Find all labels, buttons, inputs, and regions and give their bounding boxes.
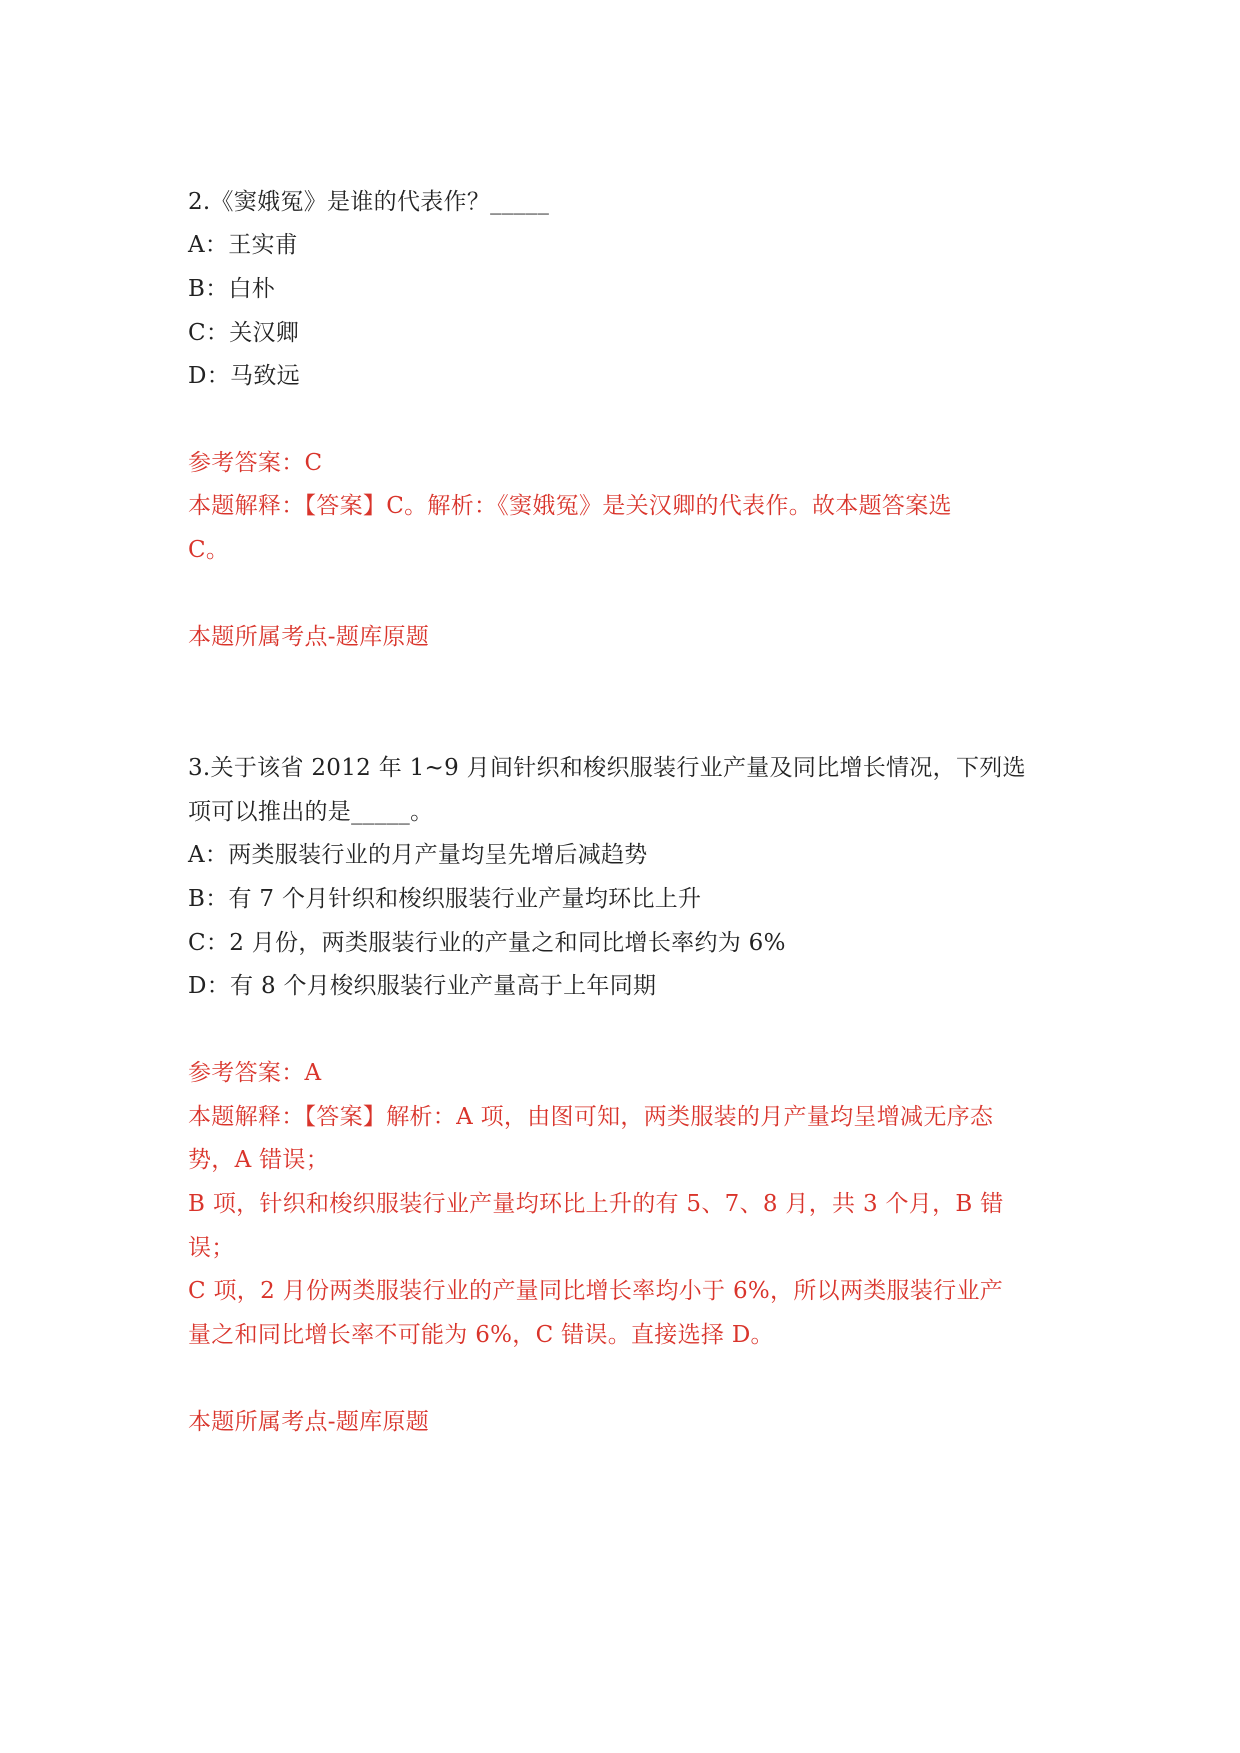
question-3-option-c: C：2 月份，两类服装行业的产量之和同比增长率约为 6%	[188, 930, 786, 956]
question-2-stem: 2.《窦娥冤》是谁的代表作？_____	[188, 189, 550, 215]
question-2-answer: 参考答案：C	[188, 450, 323, 476]
question-2-option-a: A：王实甫	[188, 232, 299, 258]
question-3-explanation-line-1: 本题解释：【答案】解析：A 项，由图可知，两类服装的月产量均呈增减无序态	[188, 1104, 994, 1130]
question-3-explanation-line-3: B 项，针织和梭织服装行业产量均环比上升的有 5、7、8 月，共 3 个月，B 错	[188, 1191, 1004, 1217]
question-3-option-a: A：两类服装行业的月产量均呈先增后减趋势	[188, 842, 648, 868]
question-2-source: 本题所属考点-题库原题	[188, 624, 430, 650]
question-3-option-d: D：有 8 个月梭织服装行业产量高于上年同期	[188, 973, 657, 999]
question-3-stem-line-1: 3.关于该省 2012 年 1~9 月间针织和梭织服装行业产量及同比增长情况，下列选	[188, 755, 1026, 781]
question-2-option-c: C：关汉卿	[188, 320, 300, 346]
question-2-option-b: B：白朴	[188, 276, 276, 302]
question-3-stem-line-2: 项可以推出的是_____。	[188, 799, 434, 825]
question-2-option-d: D：马致远	[188, 363, 300, 389]
question-3-source: 本题所属考点-题库原题	[188, 1409, 430, 1435]
question-2-explanation-line-1: 本题解释：【答案】C。解析：《窦娥冤》是关汉卿的代表作。故本题答案选	[188, 493, 952, 519]
question-3-explanation-line-4: 误；	[188, 1235, 235, 1261]
question-3-explanation-line-5: C 项，2 月份两类服装行业的产量同比增长率均小于 6%，所以两类服装行业产	[188, 1278, 1004, 1304]
question-2-explanation-line-2: C。	[188, 537, 230, 563]
question-3-option-b: B：有 7 个月针织和梭织服装行业产量均环比上升	[188, 886, 702, 912]
question-3-explanation-line-2: 势，A 错误；	[188, 1147, 330, 1173]
question-3-explanation-line-6: 量之和同比增长率不可能为 6%，C 错误。直接选择 D。	[188, 1322, 774, 1348]
question-3-answer: 参考答案：A	[188, 1060, 322, 1086]
